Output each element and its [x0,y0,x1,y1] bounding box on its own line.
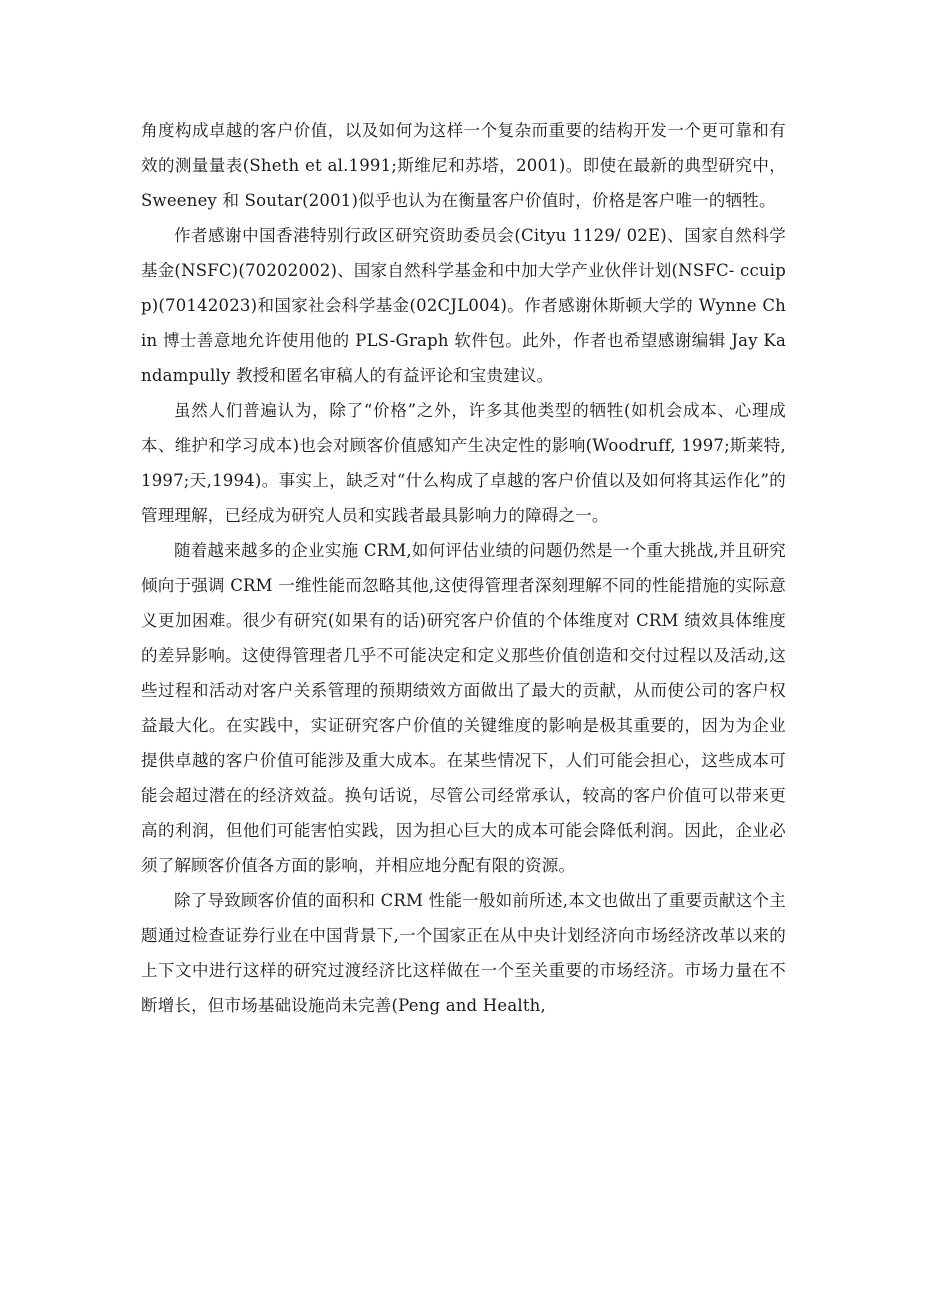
paragraph-2: 作者感谢中国香港特别行政区研究资助委员会(Cityu 1129/ 02E)、国家自然科学基金(NSFC)(70202002)、国家自然科学基金和中加大学产业伙伴计划(NSFC- ccuipp)(70142023)和国家社会科学基金(02CJL004)。作者感谢休斯顿大学的 Wynne Chin 博士善意地允许使用他的 PLS-Graph 软件包。此外，作者也希望感谢编辑 Jay Kandampully 教授和匿名审稿人的有益评论和宝贵建议。 [141,226,786,385]
paragraph-4: 随着越来越多的企业实施 CRM,如何评估业绩的问题仍然是一个重大挑战,并且研究倾向于强调 CRM 一维性能而忽略其他,这使得管理者深刻理解不同的性能措施的实际意义更加困难。很少有研究(如果有的话)研究客户价值的个体维度对 CRM 绩效具体维度的差异影响。这使得管理者几乎不可能决定和定义那些价值创造和交付过程以及活动,这些过程和活动对客户关系管理的预期绩效方面做出了最大的贡献，从而使公司的客户权益最大化。在实践中，实证研究客户价值的关键维度的影响是极其重要的，因为为企业提供卓越的客户价值可能涉及重大成本。在某些情况下，人们可能会担心，这些成本可能会超过潜在的经济效益。换句话说，尽管公司经常承认，较高的客户价值可以带来更高的利润，但他们可能害怕实践，因为担心巨大的成本可能会降低利润。因此，企业必须了解顾客价值各方面的影响，并相应地分配有限的资源。 [141,541,786,875]
paragraph-5: 除了导致顾客价值的面积和 CRM 性能一般如前所述,本文也做出了重要贡献这个主题通过检查证券行业在中国背景下,一个国家正在从中央计划经济向市场经济改革以来的上下文中进行这样的研究过渡经济比这样做在一个至关重要的市场经济。市场力量在不断增长，但市场基础设施尚未完善(Peng and Health, [141,891,786,1015]
paragraph-1: 角度构成卓越的客户价值，以及如何为这样一个复杂而重要的结构开发一个更可靠和有效的测量量表(Sheth et al.1991;斯维尼和苏塔，2001)。即使在最新的典型研究中，Sweeney 和 Soutar(2001)似乎也认为在衡量客户价值时，价格是客户唯一的牺牲。 [141,121,786,210]
paragraph-3: 虽然人们普遍认为，除了“价格”之外，许多其他类型的牺牲(如机会成本、心理成本、维护和学习成本)也会对顾客价值感知产生决定性的影响(Woodruff, 1997;斯莱特,1997;天,1994)。事实上，缺乏对“什么构成了卓越的客户价值以及如何将其运作化”的管理理解，已经成为研究人员和实践者最具影响力的障碍之一。 [141,401,786,525]
body-text [141,113,786,1023]
